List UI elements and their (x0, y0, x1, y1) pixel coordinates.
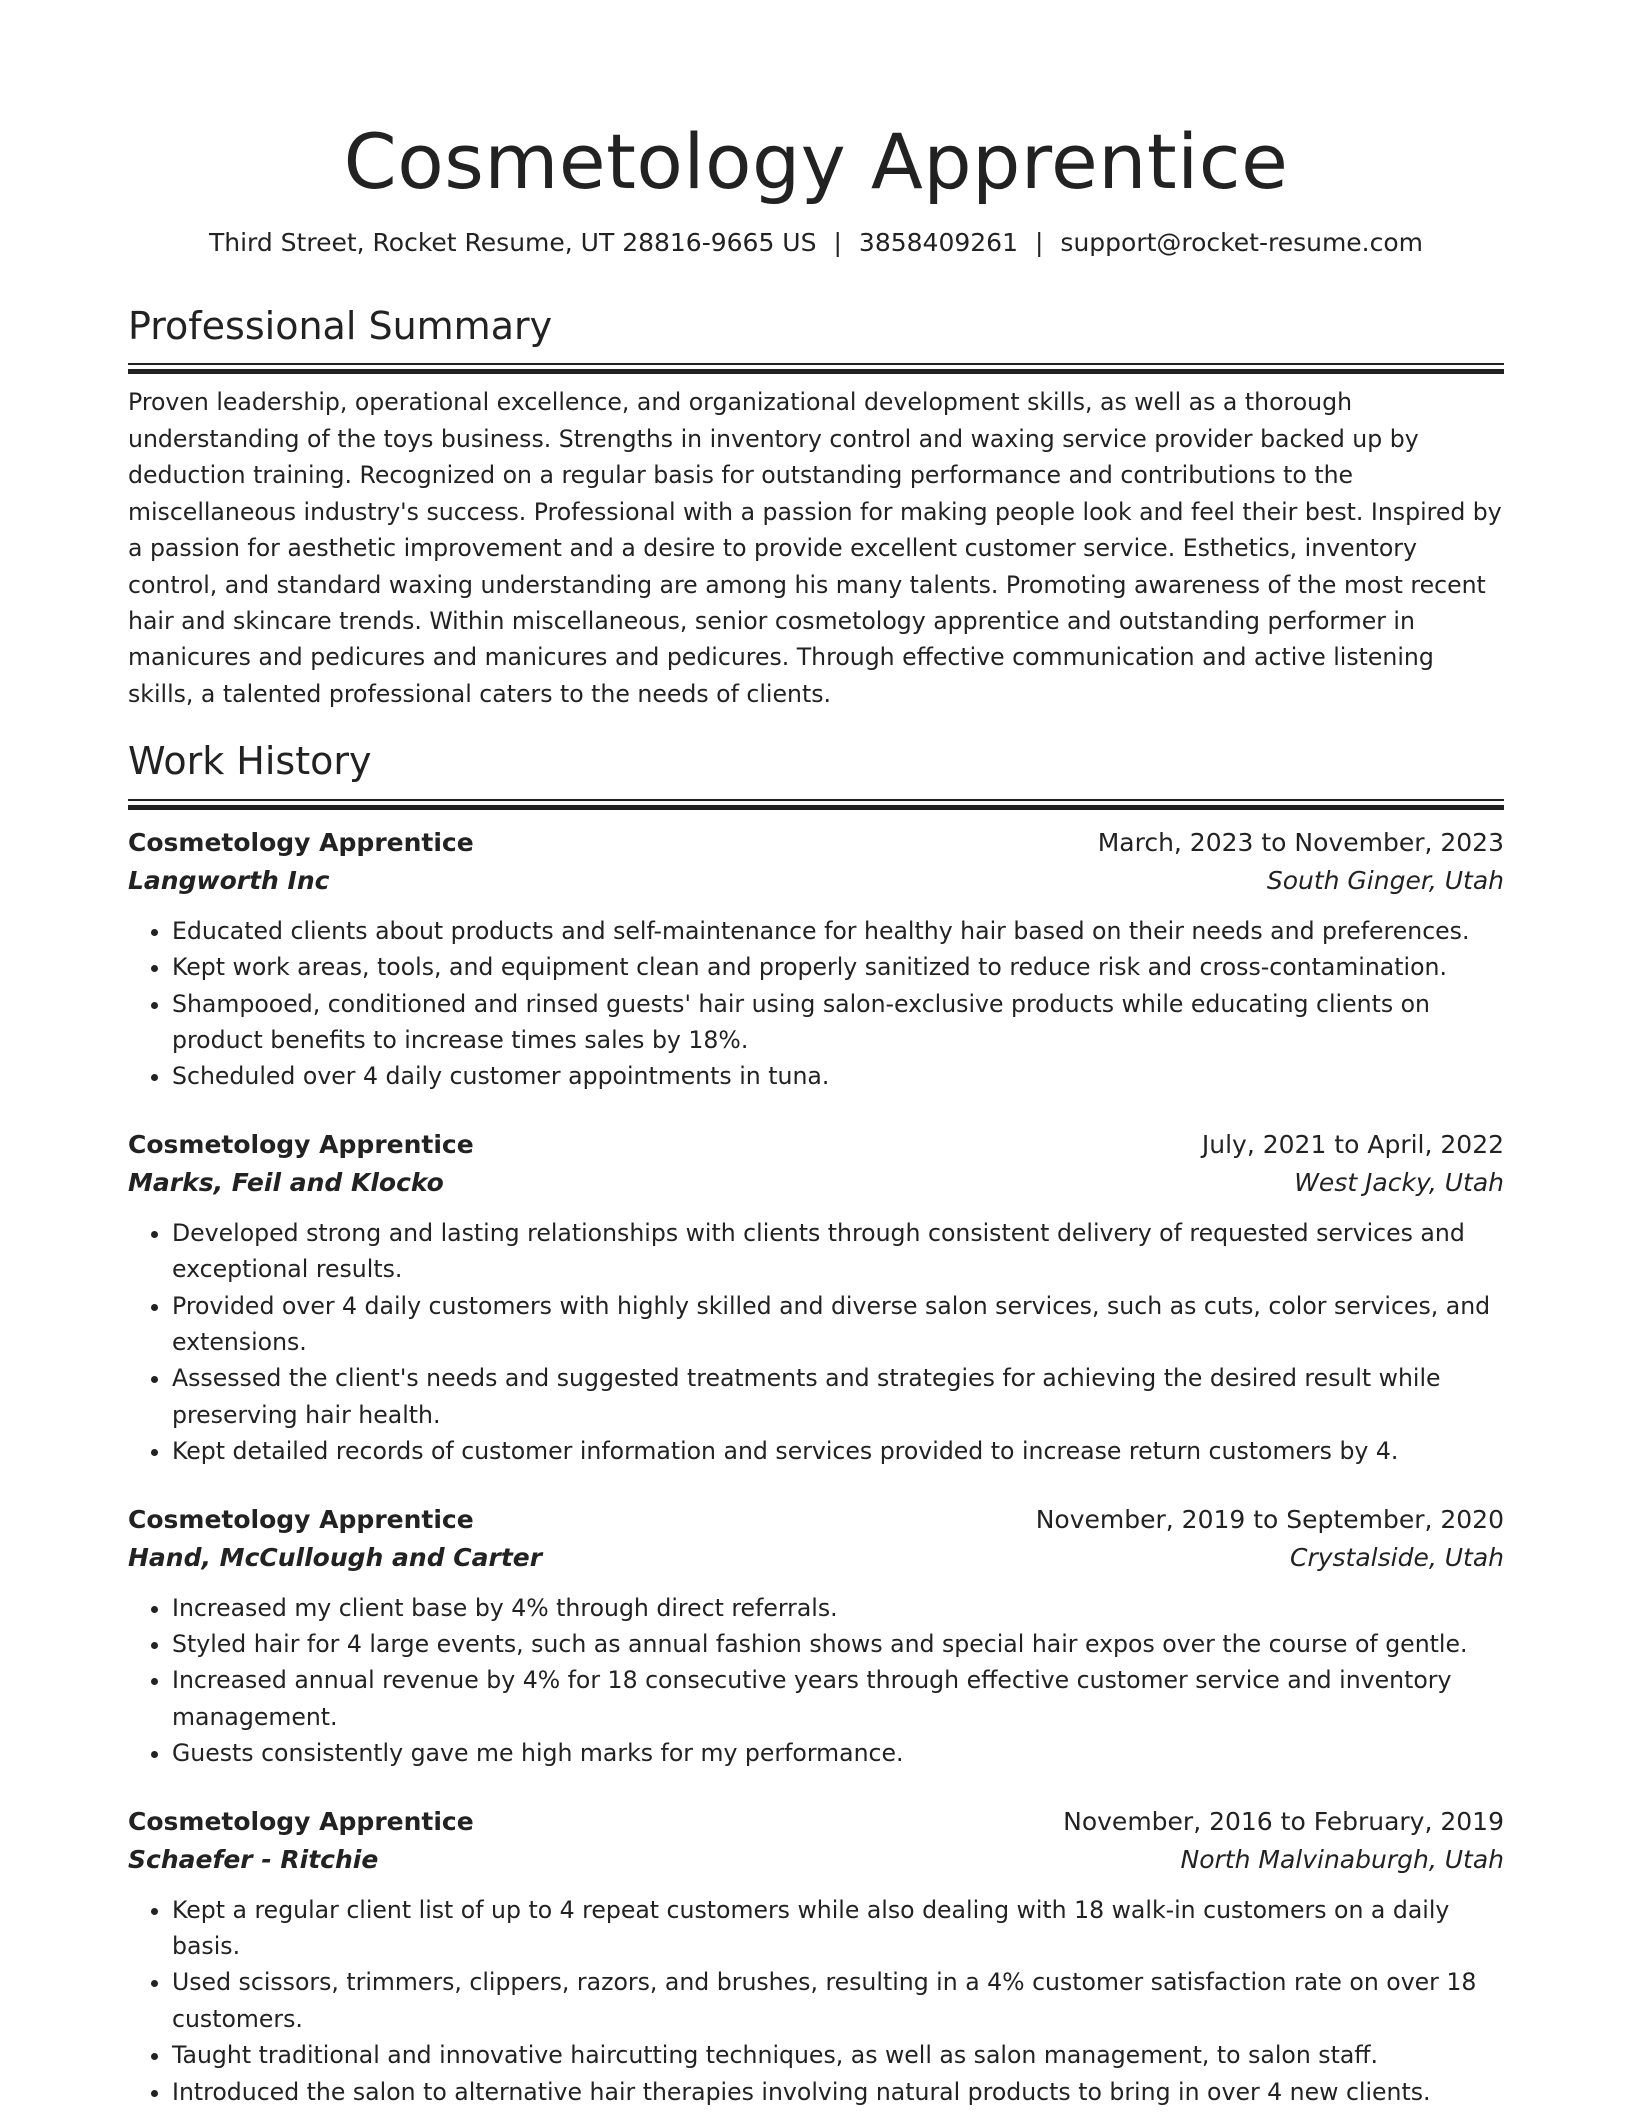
job-entry (128, 824, 1504, 1095)
job-dates: March, 2023 to November, 2023 (1097, 827, 1504, 857)
job-location: South Ginger, Utah (1266, 865, 1504, 895)
section-heading: Professional Summary (128, 303, 553, 348)
job-title: Cosmetology Apprentice (128, 1806, 474, 1836)
job-bullet: • Styled hair for 4 large events, such as annual fashion shows and special hair expos over the course of gentle. (172, 1626, 1504, 1662)
contact-line (128, 227, 1504, 260)
job-bullet: • Kept detailed records of customer information and services provided to increase return customers by 4. (172, 1433, 1504, 1469)
section-heading: Work History (128, 739, 372, 784)
job-bullet: • Taught traditional and innovative haircutting techniques, as well as salon management, to salon staff. (172, 2037, 1504, 2073)
job-dates: July, 2021 to April, 2022 (1201, 1129, 1504, 1159)
job-dates: November, 2016 to February, 2019 (1063, 1806, 1504, 1836)
job-bullet: • Increased annual revenue by 4% for 18 consecutive years through effective customer service and inventory management. (172, 1662, 1504, 1735)
job-bullets (128, 913, 1504, 1095)
job-bullet: • Guests consistently gave me high marks for my performance. (172, 1735, 1504, 1771)
work-history-section (128, 739, 1504, 2110)
resume-name: Cosmetology Apprentice (343, 117, 1289, 206)
job-bullet: • Shampooed, conditioned and rinsed guests' hair using salon-exclusive products while educating clients on product benefits to increase times sales by 18%. (172, 986, 1504, 1059)
summary-text: Proven leadership, operational excellence, and organizational development skills, as well as a thorough understanding of the toys business. Strengths in inventory control and waxing service provider backed up by deduction training. Recognized on a regular basis for outstanding performance and contributions to the miscellaneous industry's success. Professional with a passion for making people look and feel their best. Inspired by a passion for aesthetic improvement and a desire to provide excellent customer service. Esthetics, inventory control, and standard waxing understanding are among his many talents. Promoting awareness of the most recent hair and skincare trends. Within miscellaneous, senior cosmetology apprentice and outstanding performer in manicures and pedicures and manicures and pedicures. Through effective communication and active listening skills, a talented professional caters to the needs of clients. (128, 388, 1502, 708)
job-bullets (128, 1892, 1504, 2110)
job-location: West Jacky, Utah (1294, 1167, 1504, 1197)
job-bullet: • Educated clients about products and self-maintenance for healthy hair based on their needs and preferences. (172, 913, 1504, 949)
job-company: Marks, Feil and Klocko (128, 1167, 444, 1197)
job-title: Cosmetology Apprentice (128, 827, 474, 857)
job-bullet: • Kept work areas, tools, and equipment clean and properly sanitized to reduce risk and cross-contamination. (172, 949, 1504, 985)
job-company: Langworth Inc (128, 865, 330, 895)
job-bullets (128, 1590, 1504, 1772)
job-bullet: • Assessed the client's needs and suggested treatments and strategies for achieving the desired result while preserving hair health. (172, 1360, 1504, 1433)
section-divider (128, 363, 1504, 374)
job-entry (128, 1126, 1504, 1470)
contact-email: support@rocket-resume.com (1060, 228, 1424, 258)
job-bullets (128, 1215, 1504, 1470)
job-location: Crystalside, Utah (1289, 1542, 1504, 1572)
job-bullet: • Increased my client base by 4% through direct referrals. (172, 1590, 1504, 1626)
job-entry (128, 1501, 1504, 1772)
contact-phone: 3858409261 (858, 228, 1018, 258)
contact-separator: | (1034, 228, 1044, 258)
job-entry (128, 1803, 1504, 2110)
job-bullet: • Developed strong and lasting relationships with clients through consistent delivery of requested services and exceptional results. (172, 1215, 1504, 1288)
job-location: North Malvinaburgh, Utah (1180, 1844, 1504, 1874)
job-bullet: • Kept a regular client list of up to 4 repeat customers while also dealing with 18 walk-in customers on a daily basis. (172, 1892, 1504, 1965)
job-bullet: • Scheduled over 4 daily customer appointments in tuna. (172, 1058, 1504, 1094)
resume-page (128, 0, 1504, 2110)
job-bullet: • Introduced the salon to alternative hair therapies involving natural products to bring in over 4 new clients. (172, 2074, 1504, 2110)
job-bullet: • Used scissors, trimmers, clippers, razors, and brushes, resulting in a 4% customer satisfaction rate on over 18 customers. (172, 1964, 1504, 2037)
job-dates: November, 2019 to September, 2020 (1035, 1504, 1504, 1534)
job-company: Schaefer - Ritchie (128, 1844, 379, 1874)
job-bullet: • Provided over 4 daily customers with highly skilled and diverse salon services, such as cuts, color services, and extensions. (172, 1288, 1504, 1361)
professional-summary-section (128, 304, 1504, 712)
contact-separator: | (833, 228, 842, 258)
section-divider (128, 799, 1504, 810)
job-title: Cosmetology Apprentice (128, 1504, 474, 1534)
job-title: Cosmetology Apprentice (128, 1129, 474, 1159)
job-company: Hand, McCullough and Carter (128, 1542, 543, 1572)
contact-address: Third Street, Rocket Resume, UT 28816-9665 US (208, 228, 817, 258)
